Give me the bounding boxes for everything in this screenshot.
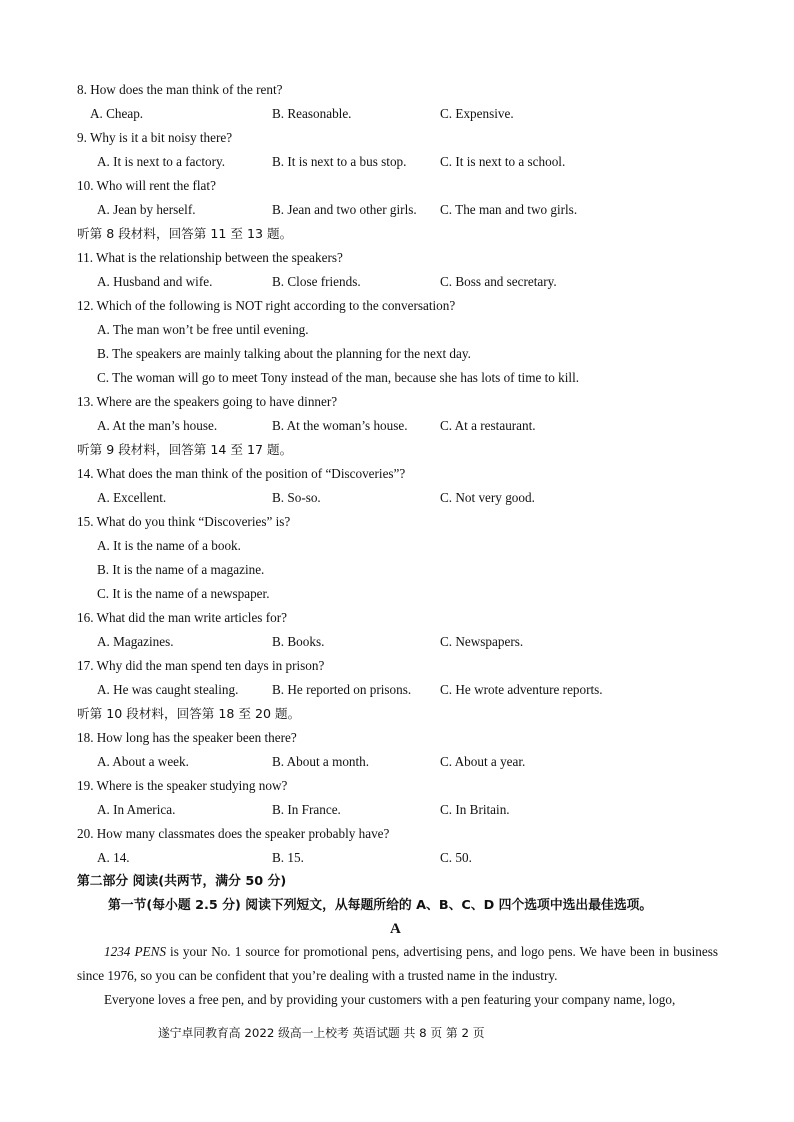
question-stem: 20. How many classmates does the speaker probably have?	[77, 826, 390, 841]
option-b: B. It is the name of a magazine.	[97, 562, 265, 577]
option-a: A. It is next to a factory.	[97, 154, 226, 169]
option-a: A. At the man’s house.	[97, 418, 218, 433]
option-a: A. He was caught stealing.	[97, 682, 239, 697]
option-b: B. So-so.	[272, 490, 321, 505]
option-b: B. About a month.	[272, 754, 370, 769]
part-heading: 第二部分 阅读(共两节，满分 50 分)	[77, 874, 287, 889]
option-a: A. 14.	[97, 850, 130, 865]
section-instruction: 第一节(每小题 2.5 分) 阅读下列短文，从每题所给的 A、B、C、D 四个选项中选出最佳选项。	[108, 898, 653, 913]
option-a: A. In America.	[97, 802, 176, 817]
option-c: C. He wrote adventure reports.	[440, 682, 603, 697]
brand-name: 1234 PENS	[104, 944, 166, 959]
page-footer: 遂宁卓同教育高 2022 级高一上校考 英语试题 共 8 页 第 2 页	[158, 1026, 485, 1040]
question-stem: 12. Which of the following is NOT right according to the conversation?	[77, 298, 456, 313]
option-a: A. It is the name of a book.	[97, 538, 241, 553]
option-c: C. Not very good.	[440, 490, 535, 505]
listening-instruction: 听第 10 段材料，回答第 18 至 20 题。	[77, 706, 301, 721]
option-c: C. Boss and secretary.	[440, 274, 557, 289]
passage-label: A	[390, 921, 401, 937]
question-stem: 13. Where are the speakers going to have dinner?	[77, 394, 338, 409]
option-a: A. Excellent.	[97, 490, 167, 505]
question-stem: 14. What does the man think of the position of “Discoveries”?	[77, 466, 406, 481]
option-a: A. About a week.	[97, 754, 189, 769]
option-b: B. 15.	[272, 850, 304, 865]
question-stem: 8. How does the man think of the rent?	[77, 82, 283, 97]
option-b: B. In France.	[272, 802, 341, 817]
option-c: C. About a year.	[440, 754, 526, 769]
question-stem: 18. How long has the speaker been there?	[77, 730, 297, 745]
option-c: C. At a restaurant.	[440, 418, 536, 433]
question-stem: 15. What do you think “Discoveries” is?	[77, 514, 291, 529]
option-c: C. 50.	[440, 850, 472, 865]
question-stem: 19. Where is the speaker studying now?	[77, 778, 288, 793]
option-a: A. Magazines.	[97, 634, 174, 649]
question-stem: 17. Why did the man spend ten days in prison?	[77, 658, 325, 673]
option-c: C. Newspapers.	[440, 634, 524, 649]
option-b: B. Books.	[272, 634, 325, 649]
option-c: C. The man and two girls.	[440, 202, 578, 217]
option-a: A. The man won’t be free until evening.	[97, 322, 309, 337]
question-stem: 9. Why is it a bit noisy there?	[77, 130, 233, 145]
option-b: B. The speakers are mainly talking about the planning for the next day.	[97, 346, 471, 361]
option-c: C. Expensive.	[440, 106, 514, 121]
question-stem: 11. What is the relationship between the speakers?	[77, 250, 343, 265]
option-c: C. It is next to a school.	[440, 154, 566, 169]
listening-instruction: 听第 8 段材料，回答第 11 至 13 题。	[77, 226, 293, 241]
option-a: A. Husband and wife.	[97, 274, 213, 289]
option-b: B. He reported on prisons.	[272, 682, 412, 697]
passage-paragraph	[77, 940, 718, 988]
option-b: B. Close friends.	[272, 274, 361, 289]
question-stem: 10. Who will rent the flat?	[77, 178, 216, 193]
option-b: B. At the woman’s house.	[272, 418, 408, 433]
option-b: B. It is next to a bus stop.	[272, 154, 407, 169]
listening-instruction: 听第 9 段材料，回答第 14 至 17 题。	[77, 442, 293, 457]
paragraph-text: is your No. 1 source for promotional pens, advertising pens, and logo pens. We have been in business since 1976, so you can be confident that you’re dealing with a trusted name in the industry.	[77, 944, 718, 983]
option-c: C. In Britain.	[440, 802, 510, 817]
option-c: C. The woman will go to meet Tony instead of the man, because she has lots of time to kill.	[97, 370, 580, 385]
option-a: A. Jean by herself.	[97, 202, 196, 217]
passage-paragraph: Everyone loves a free pen, and by providing your customers with a pen featuring your company name, logo,	[104, 992, 676, 1007]
question-stem: 16. What did the man write articles for?	[77, 610, 287, 625]
option-a: A. Cheap.	[90, 106, 144, 121]
option-b: B. Reasonable.	[272, 106, 352, 121]
option-c: C. It is the name of a newspaper.	[97, 586, 270, 601]
option-b: B. Jean and two other girls.	[272, 202, 417, 217]
